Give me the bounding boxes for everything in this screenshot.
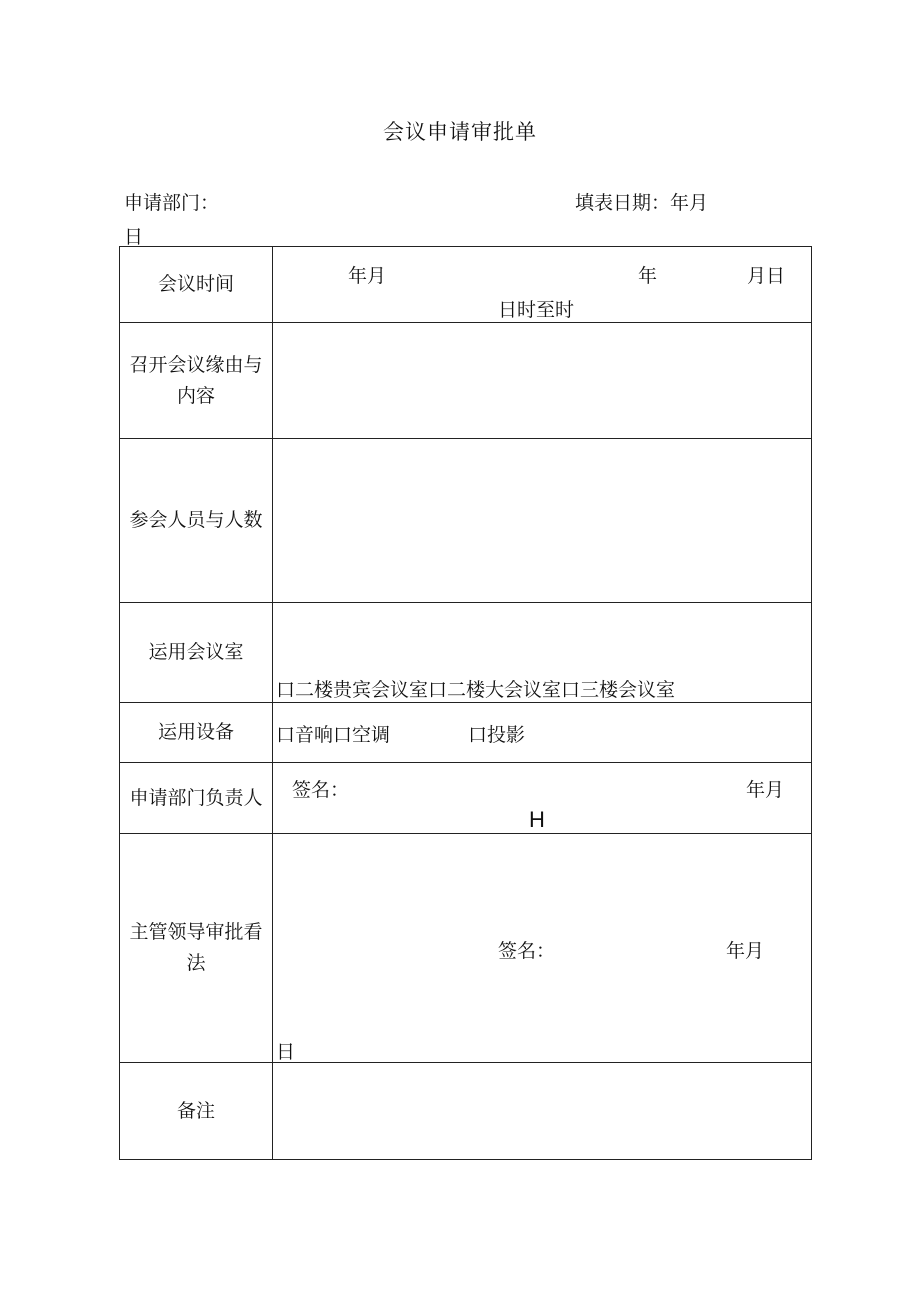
- meeting-time-start[interactable]: 年月: [348, 265, 387, 287]
- applicant-dept-label: 申请部门：: [124, 192, 220, 214]
- leader-sign-label[interactable]: 签名：: [498, 940, 556, 962]
- leader-approval-date[interactable]: 年月: [726, 940, 765, 962]
- dept-head-sign-label[interactable]: 签名：: [292, 779, 350, 801]
- meeting-time-label: 会议时间: [157, 273, 234, 295]
- meeting-reason-label: 召开会议缘由与内容: [129, 353, 263, 407]
- fill-date-day: 日: [124, 226, 144, 248]
- attendees-field[interactable]: [274, 440, 810, 601]
- fill-date-label: 填表日期：年月: [575, 192, 709, 214]
- meeting-time-monthday[interactable]: 月日: [747, 265, 786, 287]
- page-title: 会议申请审批单: [383, 120, 537, 144]
- remarks-label: 备注: [176, 1099, 215, 1122]
- equipment-label: 运用设备: [157, 721, 234, 743]
- meeting-room-label: 运用会议室: [148, 641, 244, 663]
- leader-approval-label: 主管领导审批看法: [129, 921, 263, 974]
- attendees-label: 参会人员与人数: [129, 509, 263, 531]
- meeting-reason-field[interactable]: [274, 324, 810, 437]
- column-divider: [272, 247, 273, 1159]
- meeting-time-year[interactable]: 年: [638, 265, 658, 287]
- meeting-room-options[interactable]: 口二楼贵宾会议室口二楼大会议室口三楼会议室: [276, 679, 676, 701]
- dept-head-date[interactable]: 年月: [746, 779, 785, 801]
- equipment-option-projector[interactable]: 口投影: [468, 724, 526, 746]
- remarks-field[interactable]: [274, 1064, 810, 1158]
- dept-head-label: 申请部门负责人: [129, 786, 263, 809]
- approval-form-table: [119, 246, 812, 1160]
- equipment-options-audio-ac[interactable]: 口音响口空调: [276, 724, 391, 746]
- leader-approval-day[interactable]: 日: [276, 1041, 296, 1063]
- meeting-time-range[interactable]: 日时至时: [498, 299, 575, 321]
- dept-head-mark: H: [529, 807, 545, 832]
